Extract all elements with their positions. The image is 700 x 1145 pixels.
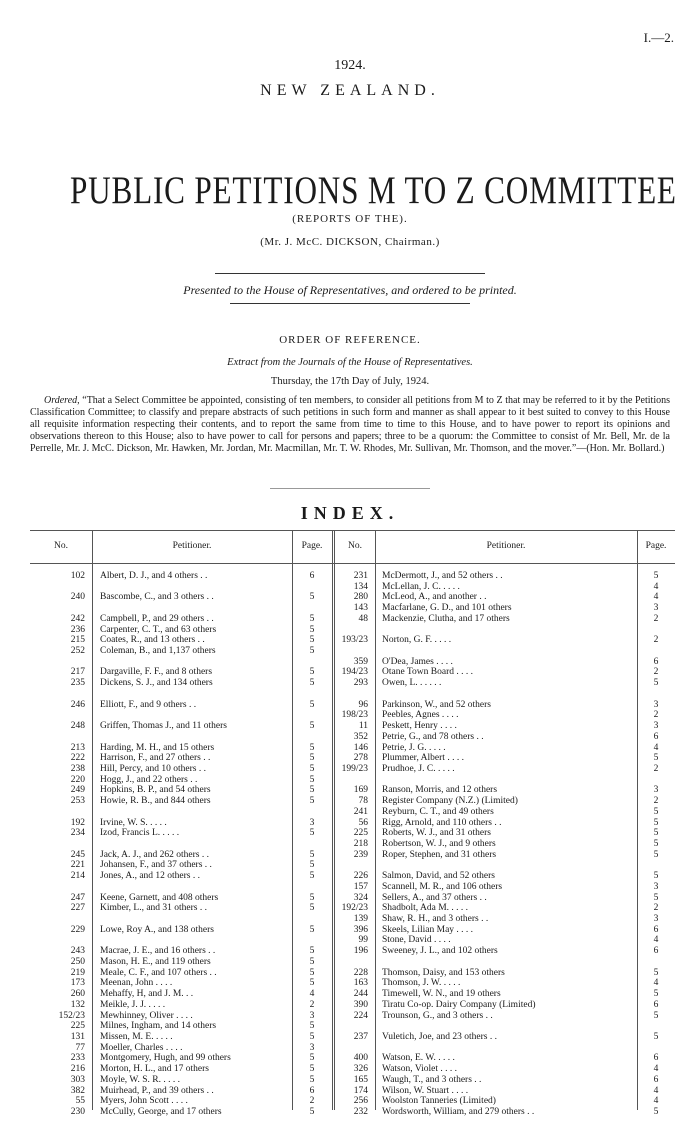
petitioner-name: Macrae, J. E., and 16 others . . (100, 946, 216, 957)
petition-number: 199/23 (341, 763, 368, 774)
petition-number: 382 (70, 1085, 85, 1096)
petitioner-name: Peebles, Agnes . . . . (382, 710, 459, 721)
petitioner-name: Montgomery, Hugh, and 99 others (100, 1053, 231, 1064)
petitioner-name: Vuletich, Joe, and 23 others . . (382, 1031, 497, 1042)
petitioner-name: Missen, M. E. . . . . (100, 1031, 173, 1042)
petition-number: 250 (70, 956, 85, 967)
petitioner-name: Mackenzie, Clutha, and 17 others (382, 613, 510, 624)
page-number: 5 (309, 742, 315, 753)
page-number: 3 (653, 785, 659, 796)
petition-number: 192 (70, 817, 85, 828)
petition-number: 303 (70, 1074, 85, 1085)
petitioner-name: McDermott, J., and 52 others . . (382, 571, 503, 581)
petition-number: 396 (353, 924, 368, 935)
page-number: 5 (653, 806, 659, 817)
petitioner-name: Kimber, L., and 31 others . . (100, 903, 208, 914)
petition-number: 77 (75, 1042, 85, 1053)
page-number: 5 (309, 849, 315, 860)
divider (215, 273, 485, 274)
page-number: 3 (653, 699, 659, 710)
page-number: 6 (653, 656, 659, 667)
petition-number: 228 (353, 967, 368, 978)
petitioner-name: Carpenter, C. T., and 63 others (100, 624, 217, 635)
petition-number: 222 (70, 753, 85, 764)
page-number: 5 (309, 946, 315, 957)
petition-number: 193/23 (341, 635, 368, 646)
petition-number: 235 (70, 678, 85, 689)
page-number: 5 (653, 871, 659, 882)
petition-number: 218 (353, 839, 368, 849)
petition-number: 221 (70, 860, 85, 871)
page-number: 5 (653, 678, 659, 689)
page-number: 5 (309, 774, 315, 785)
petitioner-name: Morton, H. L., and 17 others (100, 1064, 209, 1075)
petitioner-name: McLellan, J. C. . . . . (382, 581, 460, 592)
page-number: 6 (653, 946, 659, 957)
country-heading: NEW ZEALAND. (260, 82, 440, 99)
petition-number: 246 (70, 699, 85, 710)
petitioner-name: Johansen, F., and 37 others . . (100, 860, 212, 871)
petition-number: 216 (70, 1064, 85, 1075)
petition-number: 132 (70, 999, 85, 1010)
page-number: 5 (309, 1064, 315, 1075)
page-number: 5 (309, 956, 315, 967)
ordered-label: Ordered, (44, 395, 80, 406)
presented-line: Presented to the House of Representatives, and ordered to be printed. (183, 283, 517, 297)
page-number: 5 (309, 753, 315, 764)
petition-number: 326 (353, 1064, 368, 1075)
page-number: 5 (309, 1074, 315, 1085)
petitioner-name: Moyle, W. S. R. . . . . (100, 1074, 180, 1085)
petitioner-name: Harding, M. H., and 15 others (100, 742, 215, 753)
page-number: 5 (653, 892, 659, 903)
page-number: 5 (653, 571, 659, 581)
petitioner-name: Meale, C. F., and 107 others . . (100, 967, 217, 978)
page-number: 5 (309, 967, 315, 978)
page-number: 2 (653, 613, 659, 624)
petitioner-name: Dickens, S. J., and 134 others (100, 678, 213, 689)
petitioner-name: Owen, L. . . . . . (382, 678, 442, 689)
petition-number: 280 (353, 592, 368, 603)
petitioner-name: Norton, G. F. . . . . (382, 635, 452, 646)
petitioner-name: Muirhead, P., and 39 others . . (100, 1085, 214, 1096)
col-header-page: Page. (645, 541, 667, 551)
petitioner-name: Mewhinney, Oliver . . . . (100, 1010, 193, 1021)
petition-number: 225 (70, 1021, 85, 1032)
page-number: 5 (309, 763, 315, 774)
petitioner-name: McCully, George, and 17 others (100, 1107, 222, 1117)
petitioner-name: Macfarlane, G. D., and 101 others (382, 603, 512, 614)
petitioner-name: Sellers, A., and 37 others . . (382, 892, 487, 903)
petition-number: 152/23 (58, 1010, 85, 1021)
petition-number: 226 (353, 871, 368, 882)
page-number: 5 (309, 903, 315, 914)
petition-number: 234 (70, 828, 85, 839)
page-number: 5 (653, 1010, 659, 1021)
petitioner-name: Skeels, Lilian May . . . . (382, 924, 474, 935)
petitioner-name: Robertson, W. J., and 9 others (382, 839, 496, 849)
document-title: PUBLIC PETITIONS M TO Z COMMITTEE (70, 169, 677, 212)
page-number: 5 (309, 860, 315, 871)
page-number: 5 (309, 892, 315, 903)
petition-number: 11 (358, 721, 368, 732)
petitioner-name: Milnes, Ingham, and 14 others (100, 1021, 217, 1032)
page-number: 5 (653, 753, 659, 764)
petition-number: 278 (353, 753, 368, 764)
petition-number: 143 (353, 603, 368, 614)
page-number: 6 (309, 571, 315, 581)
petitioner-name: Moeller, Charles . . . . (100, 1042, 183, 1053)
page-number: 4 (653, 1085, 659, 1096)
petition-number: 231 (353, 571, 368, 581)
petitioner-name: Trounson, G., and 3 others . . (382, 1010, 493, 1021)
petitioner-name: Stone, David . . . . (382, 935, 451, 946)
petitioner-name: Hill, Percy, and 10 others . . (100, 763, 206, 774)
order-of-reference-heading: ORDER OF REFERENCE. (279, 334, 421, 346)
page-number: 2 (653, 667, 659, 678)
page-number: 6 (653, 999, 659, 1010)
petition-number: 400 (353, 1053, 368, 1064)
petitioner-name: McLeod, A., and another . . (382, 592, 487, 603)
page-number: 5 (309, 871, 315, 882)
page-number: 5 (309, 721, 315, 732)
col-header-petitioner: Petitioner. (486, 541, 526, 551)
page-number: 2 (653, 635, 659, 646)
petition-number: 213 (70, 742, 85, 753)
page-number: 6 (653, 1074, 659, 1085)
petitioner-name: Register Company (N.Z.) (Limited) (382, 796, 518, 807)
col-header-no: No. (54, 541, 68, 551)
petition-number: 293 (353, 678, 368, 689)
petition-number: 146 (353, 742, 368, 753)
petitioner-name: Ranson, Morris, and 12 others (382, 785, 498, 796)
page-number: 4 (653, 978, 659, 989)
petition-number: 219 (70, 967, 85, 978)
petition-number: 139 (353, 914, 368, 925)
page-number: 3 (309, 817, 315, 828)
page-number: 3 (653, 721, 659, 732)
index-table (30, 530, 675, 1130)
petition-number: 241 (353, 806, 368, 817)
petitioner-name: Petrie, G., and 78 others . . (382, 731, 484, 742)
page-number: 5 (653, 989, 659, 1000)
petition-number: 225 (353, 828, 368, 839)
petition-number: 248 (70, 721, 85, 732)
petition-number: 96 (358, 699, 368, 710)
petitioner-name: Irvine, W. S. . . . . (100, 817, 167, 828)
petition-number: 198/23 (341, 710, 368, 721)
petition-number: 240 (70, 592, 85, 603)
page-number: 5 (309, 1053, 315, 1064)
page-number: 2 (653, 710, 659, 721)
petitioner-name: Prudhoe, J. C. . . . . (382, 763, 455, 774)
petition-number: 239 (353, 849, 368, 860)
petition-number: 131 (70, 1031, 85, 1042)
petitioner-name: Harrison, F., and 27 others . . (100, 753, 211, 764)
page-number: 3 (309, 1010, 315, 1021)
page-number: 5 (309, 592, 315, 603)
petition-number: 245 (70, 849, 85, 860)
petitioner-name: Jack, A. J., and 262 others . . (100, 849, 209, 860)
petition-number: 157 (353, 881, 368, 892)
petitioner-name: Keene, Garnett, and 408 others (100, 892, 219, 903)
page-number: 5 (653, 817, 659, 828)
page-number: 5 (653, 839, 659, 849)
petitioner-name: Lowe, Roy A., and 138 others (100, 924, 214, 935)
page-number: 5 (309, 624, 315, 635)
petition-number: 220 (70, 774, 85, 785)
page-number: 6 (653, 1053, 659, 1064)
petitioner-name: Jones, A., and 12 others . . (100, 871, 201, 882)
col-header-no: No. (348, 541, 362, 551)
petitioner-name: Wordsworth, William, and 279 others . . (382, 1107, 535, 1117)
petitioner-name: Parkinson, W., and 52 others (382, 699, 491, 710)
page-number: 2 (653, 763, 659, 774)
page-number: 3 (653, 914, 659, 925)
petitioner-name: Watson, E. W. . . . . (382, 1053, 455, 1064)
page-number: 2 (309, 1096, 315, 1107)
petitioner-name: Reyburn, C. T., and 49 others (382, 806, 494, 817)
page-number: 5 (309, 613, 315, 624)
petitioner-name: Coates, R., and 13 others . . (100, 635, 205, 646)
page-number: 5 (653, 1031, 659, 1042)
petition-number: 55 (75, 1096, 85, 1107)
petition-number: 233 (70, 1053, 85, 1064)
column-rule (375, 530, 376, 1110)
order-of-reference-text (30, 395, 670, 455)
chairman-line: (Mr. J. McC. DICKSON, Chairman.) (260, 236, 440, 248)
column-rule (92, 530, 93, 1110)
petition-number: 227 (70, 903, 85, 914)
petitioner-name: Roberts, W. J., and 31 others (382, 828, 491, 839)
extract-line: Extract from the Journals of the House of Representatives. (227, 357, 473, 368)
petitioner-name: Shaw, R. H., and 3 others . . (382, 914, 489, 925)
petition-number: 359 (353, 656, 368, 667)
petition-number: 99 (358, 935, 368, 946)
petition-number: 247 (70, 892, 85, 903)
petitioner-name: Izod, Francis L. . . . . (100, 828, 180, 839)
petitioner-name: Wilson, W. Stuart . . . . (382, 1085, 469, 1096)
petition-number: 224 (353, 1010, 368, 1021)
page-number: 4 (653, 592, 659, 603)
page-number: 5 (309, 978, 315, 989)
petitioner-name: Dargaville, F. F., and 8 others (100, 667, 213, 678)
page-number: 5 (309, 635, 315, 646)
page-number: 6 (309, 1085, 315, 1096)
col-header-page: Page. (301, 541, 323, 551)
petition-number: 194/23 (341, 667, 368, 678)
page-number: 5 (309, 924, 315, 935)
petition-number: 217 (70, 667, 85, 678)
petition-number: 48 (358, 613, 368, 624)
petitioner-name: Meikle, J. J. . . . . (100, 999, 166, 1010)
page-number: 3 (653, 881, 659, 892)
page-number: 5 (309, 678, 315, 689)
page-number: 5 (309, 667, 315, 678)
petition-number: 174 (353, 1085, 368, 1096)
page-number: 5 (309, 796, 315, 807)
petition-number: 78 (358, 796, 368, 807)
petitioner-name: Otane Town Board . . . . (382, 667, 473, 678)
petition-number: 215 (70, 635, 85, 646)
petitioner-name: Sweeney, J. L., and 102 others (382, 946, 498, 957)
petition-number: 163 (353, 978, 368, 989)
petitioner-name: Thomson, Daisy, and 153 others (382, 967, 505, 978)
petitioner-name: Watson, Violet . . . . (382, 1064, 458, 1075)
petitioner-name: Tiratu Co-op. Dairy Company (Limited) (382, 999, 536, 1010)
petitioner-name: Scannell, M. R., and 106 others (382, 881, 503, 892)
petition-number: 253 (70, 796, 85, 807)
page-number: 6 (653, 731, 659, 742)
petition-number: 165 (353, 1074, 368, 1085)
page-number: 5 (309, 785, 315, 796)
page-number: 4 (653, 581, 659, 592)
page-number: 4 (653, 742, 659, 753)
petition-number: 169 (353, 785, 368, 796)
petitioner-name: Peskett, Henry . . . . (382, 721, 457, 732)
petitioner-name: Timewell, W. N., and 19 others (382, 989, 501, 1000)
year: 1924. (334, 58, 366, 73)
page-number: 2 (309, 999, 315, 1010)
page-number: 5 (653, 1107, 659, 1117)
petition-number: 196 (353, 946, 368, 957)
page-number: 5 (309, 646, 315, 657)
page-number: 4 (653, 935, 659, 946)
petitioner-name: Howie, R. B., and 844 others (100, 796, 211, 807)
petition-number: 102 (70, 571, 85, 581)
page-number: 2 (653, 796, 659, 807)
divider (270, 488, 430, 489)
petition-number: 238 (70, 763, 85, 774)
page-number: 5 (653, 967, 659, 978)
petitioner-name: Salmon, David, and 52 others (382, 871, 495, 882)
divider (230, 303, 470, 304)
page-number: 5 (309, 699, 315, 710)
petition-number: 260 (70, 989, 85, 1000)
petitioner-name: Coleman, B., and 1,137 others (100, 646, 216, 657)
page-number: 3 (653, 603, 659, 614)
petition-number: 243 (70, 946, 85, 957)
page-number: 5 (309, 1031, 315, 1042)
page-number: 5 (653, 849, 659, 860)
page-number: 3 (309, 1042, 315, 1053)
petition-number: 256 (353, 1096, 368, 1107)
page-number: 6 (653, 924, 659, 935)
col-header-petitioner: Petitioner. (172, 541, 212, 551)
page-number: 4 (309, 989, 315, 1000)
page-number: 5 (653, 828, 659, 839)
petition-number: 192/23 (341, 903, 368, 914)
petitioner-name: Mason, H. E., and 119 others (100, 956, 211, 967)
order-date: Thursday, the 17th Day of July, 1924. (270, 376, 430, 387)
petition-number: 252 (70, 646, 85, 657)
petition-number: 134 (353, 581, 368, 592)
petitioner-name: Shadbolt, Ada M. . . . . (382, 903, 469, 914)
petitioner-name: Griffen, Thomas J., and 11 others (100, 721, 227, 732)
page-number: 5 (309, 1107, 315, 1117)
petitioner-name: Hopkins, B. P., and 54 others (100, 785, 211, 796)
petitioner-name: Hogg, J., and 22 others . . (100, 774, 198, 785)
petition-number: 229 (70, 924, 85, 935)
petitioner-name: Rigg, Arnold, and 110 others . . (382, 817, 502, 828)
petitioner-name: Thomson, J. W. . . . . (382, 978, 461, 989)
petition-number: 230 (70, 1107, 85, 1117)
petitioner-name: Waugh, T., and 3 others . . (382, 1074, 482, 1085)
petition-number: 244 (353, 989, 368, 1000)
petitioner-name: Plummer, Albert . . . . (382, 753, 464, 764)
index-heading: INDEX. (300, 503, 400, 523)
petition-number: 249 (70, 785, 85, 796)
petition-number: 352 (353, 731, 368, 742)
petitioner-name: Bascombe, C., and 3 others . . (100, 592, 214, 603)
petitioner-name: Woolston Tanneries (Limited) (382, 1096, 496, 1107)
petitioner-name: O'Dea, James . . . . (382, 656, 453, 667)
petition-number: 173 (70, 978, 85, 989)
petition-number: 237 (353, 1031, 368, 1042)
order-body: “That a Select Committee be appointed, consisting of ten members, to consider all petitions from M to Z that may be referred to it by the Petitions Classification Committee; to classify and prepare abstracts of such petitions in such form and manner as shall appear to it best suited to convey to this House all requisite information respecting their contents, and to report the same from time to time to this House, and to have power to report its opinions and observations thereon to this House; also to have power to call for persons and papers; three to be a quorum: the Committee to consist of Mr. Bell, Mr. de la Perrelle, Mr. J. McC. Dickson, Mr. Hawken, Mr. Jordan, Mr. Macmillan, Mr. T. W. Rhodes, Mr. Sullivan, Mr. Thomson, and the mover.”—(Hon. Mr. Bollard.) (30, 395, 670, 454)
petition-number: 232 (353, 1107, 368, 1117)
page-number: 4 (653, 1064, 659, 1075)
petitioner-name: Albert, D. J., and 4 others . . (100, 571, 208, 581)
page-number: 5 (309, 1021, 315, 1032)
petitioner-name: Petrie, J. G. . . . . (382, 742, 446, 753)
table-header-rule (30, 563, 675, 564)
petitioner-name: Myers, John Scott . . . . (100, 1096, 188, 1107)
petitioner-name: Campbell, P., and 29 others . . (100, 613, 214, 624)
petitioner-name: Mehaffy, H, and J. M. . . (100, 989, 194, 1000)
petition-number: 242 (70, 613, 85, 624)
petition-number: 56 (358, 817, 368, 828)
document-subtitle: (REPORTS OF THE). (292, 213, 408, 225)
petition-number: 236 (70, 624, 85, 635)
petitioner-name: Meenan, John . . . . (100, 978, 173, 989)
petition-number: 214 (70, 871, 85, 882)
page-reference: I.—2. (643, 30, 674, 45)
petitioner-name: Elliott, F., and 9 others . . (100, 699, 197, 710)
page-number: 2 (653, 903, 659, 914)
petition-number: 324 (353, 892, 368, 903)
petition-number: 390 (353, 999, 368, 1010)
page-number: 5 (309, 828, 315, 839)
petitioner-name: Roper, Stephen, and 31 others (382, 849, 497, 860)
page-number: 4 (653, 1096, 659, 1107)
